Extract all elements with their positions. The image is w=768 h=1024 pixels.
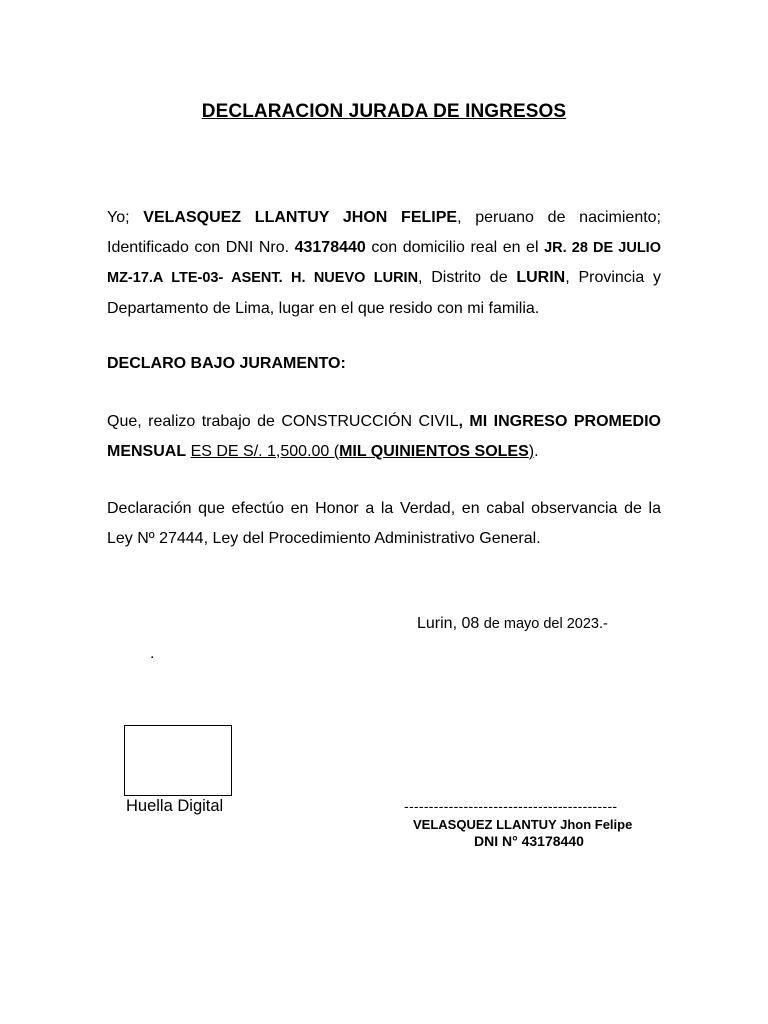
fingerprint-box [124,725,232,796]
declarant-name: VELASQUEZ LLANTUY JHON FELIPE [143,209,458,226]
identity-text-1: Yo; [107,209,144,226]
declarant-address: JR. 28 DE JULIO MZ-17.A LTE-03- ASENT. H. NUEVO LURIN [107,239,661,286]
identity-text-3: con domicilio real en el [365,238,545,256]
legal-paragraph: Declaración que efectúo en Honor a la Verdad, en cabal observancia de la Ley Nº 27444, Ley del Procedimiento Administrativo General. [107,500,661,547]
date-rest: de mayo del 2023.- [483,616,608,632]
fingerprint-label: Huella Digital [126,797,224,815]
date-line [417,615,608,633]
identity-text-5: , Provincia y Departamento de Lima, lugar en el que resido con mi familia. [107,269,661,317]
date-place-day: Lurin, 08 [417,615,484,632]
identity-text-4: , Distrito de [418,269,517,286]
income-period: . [534,442,539,460]
signature-name: VELASQUEZ LLANTUY Jhon Felipe [413,817,633,832]
declaro-heading: DECLARO BAJO JURAMENTO: [107,355,346,372]
signature-line: ------------------------------------------- [404,798,618,814]
income-text-1: Que, realizo trabajo de CONSTRUCCIÓN CIVIL [107,413,459,430]
declarant-dni: 43178440 [294,238,366,256]
identity-text-2: , peruano de nacimiento; Identificado con DNI Nro. [107,209,662,256]
identity-paragraph [107,203,661,323]
declarant-district: LURIN [516,269,566,286]
income-paragraph [107,407,661,466]
income-amount-suffix: ) [528,442,535,460]
income-amount [191,443,535,460]
income-bold-text: , MI INGRESO PROMEDIO MENSUAL [107,413,661,460]
income-amount-words: MIL QUINIENTOS SOLES [339,442,529,460]
stray-dot: . [150,645,155,662]
document-title: DECLARACION JURADA DE INGRESOS [201,101,567,122]
income-amount-prefix: ES DE S/. 1,500.00 ( [190,442,340,460]
signature-dni: DNI N° 43178440 [474,833,584,849]
